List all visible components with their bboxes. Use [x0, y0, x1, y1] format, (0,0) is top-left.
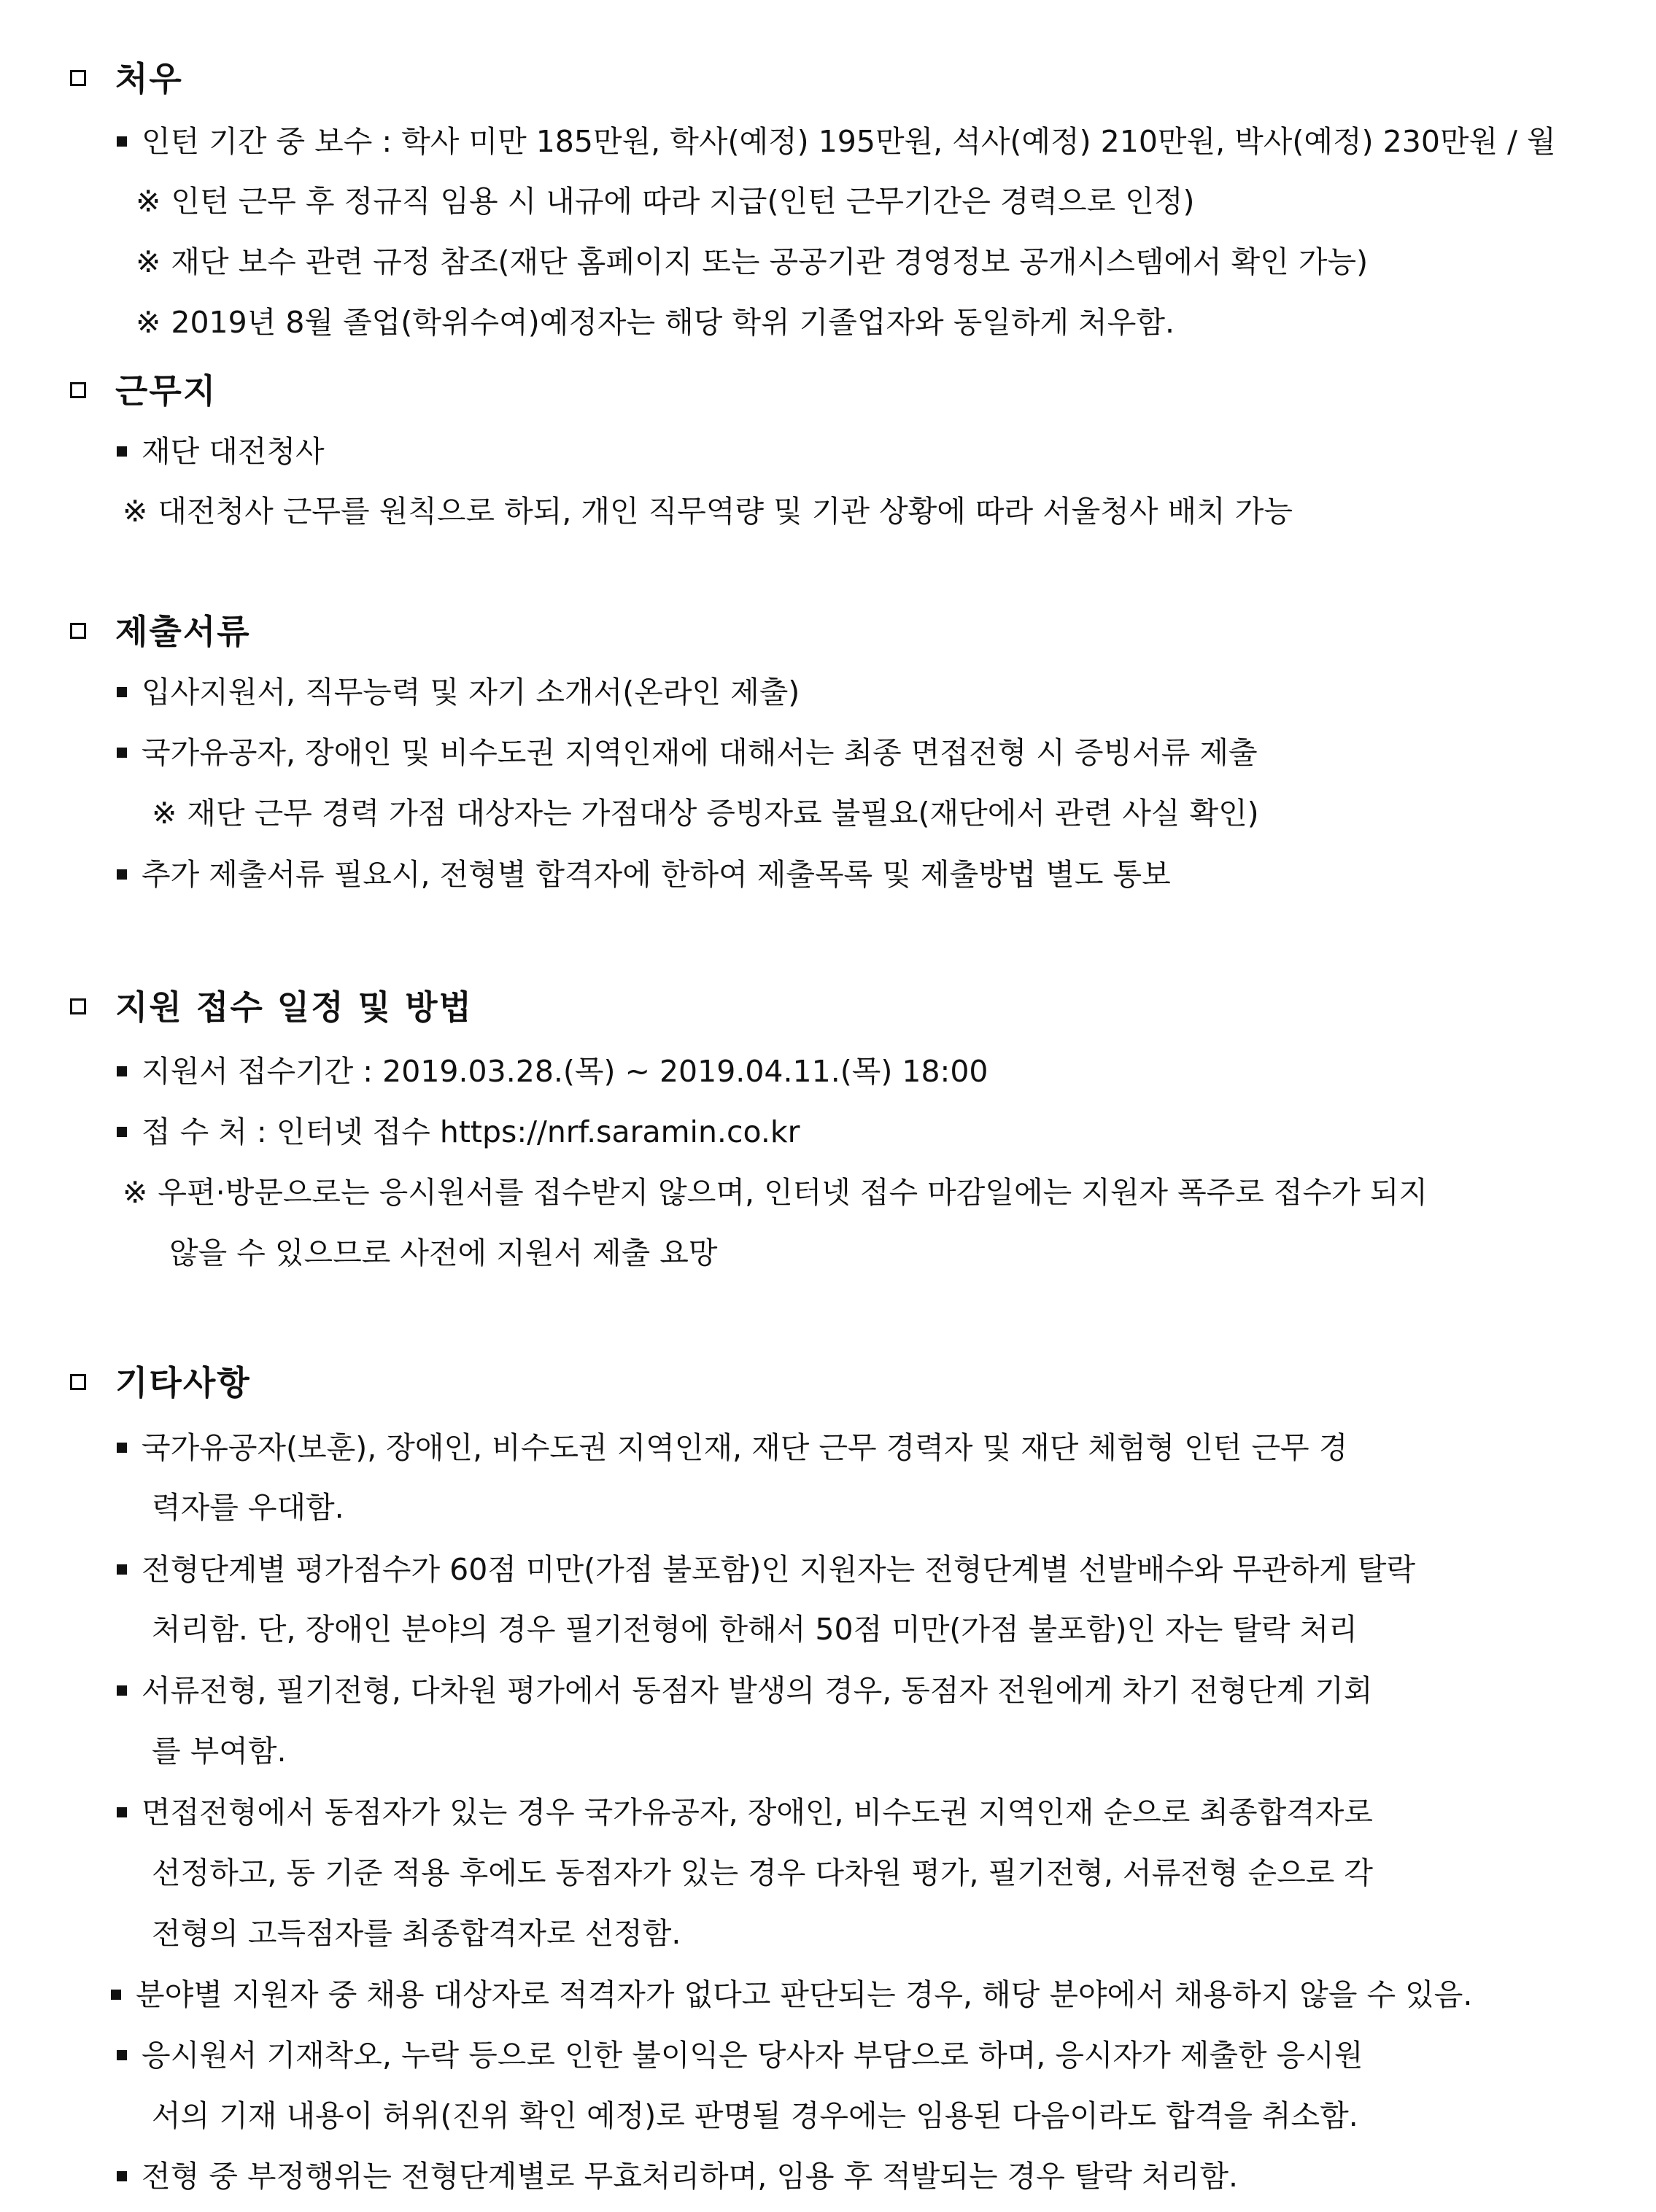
section-heading-documents — [70, 605, 251, 653]
list-item — [117, 432, 325, 471]
section-heading-etc — [70, 1357, 251, 1405]
note-item — [152, 793, 1259, 833]
list-item — [117, 1671, 1372, 1710]
square-bullet-icon — [117, 869, 127, 880]
list-item — [117, 1793, 1373, 1832]
list-item-text: 응시원서 기재착오, 누락 등으로 인한 불이익은 당사자 부담으로 하며, 응시자가 제출한 응시원 — [142, 2038, 1363, 2073]
note-text: 우편·방문으로는 응시원서를 접수받지 않으며, 인터넷 접수 마감일에는 지원자 폭주로 접수가 되지 — [158, 1175, 1428, 1210]
list-item-text: 전형 중 부정행위는 전형단계별로 무효처리하며, 임용 후 적발되는 경우 탈락 처리함. — [142, 2159, 1238, 2194]
list-item-text: 서류전형, 필기전형, 다차원 평가에서 동점자 발생의 경우, 동점자 전원에게 차기 전형단계 기회 — [142, 1673, 1373, 1708]
note-text: 재단 보수 관련 규정 참조(재단 홈페이지 또는 공공기관 경영정보 공개시스템에서 확인 가능) — [171, 244, 1369, 279]
list-item — [117, 1550, 1415, 1589]
square-bullet-icon — [117, 136, 127, 147]
checkbox-square-icon — [70, 382, 86, 398]
list-item-text: 접 수 처 : 인터넷 접수 https://nrf.saramin.co.kr — [142, 1114, 800, 1149]
list-item — [111, 1975, 1472, 2014]
list-item — [117, 1428, 1347, 1467]
list-item-text-continued: 처리함. 단, 장애인 분야의 경우 필기전형에 한해서 50점 미만(가점 불포함)인 자는 탈락 처리 — [152, 1612, 1358, 1647]
reference-mark-icon: ※ — [123, 1175, 148, 1210]
section-title: 기타사항 — [115, 1363, 251, 1402]
reference-mark-icon: ※ — [136, 244, 161, 279]
square-bullet-icon — [117, 1066, 127, 1076]
section-title: 제출서류 — [115, 612, 251, 651]
checkbox-square-icon — [70, 70, 86, 86]
list-item-text: 국가유공자(보훈), 장애인, 비수도권 지역인재, 재단 근무 경력자 및 재단 체험형 인턴 근무 경 — [142, 1430, 1348, 1465]
reference-mark-icon: ※ — [123, 494, 148, 529]
square-bullet-icon — [117, 2171, 127, 2181]
list-item — [117, 672, 800, 712]
list-item-text: 입사지원서, 직무능력 및 자기 소개서(온라인 제출) — [142, 675, 800, 710]
section-title: 근무지 — [115, 371, 217, 411]
square-bullet-icon — [117, 1685, 127, 1696]
list-item — [117, 122, 1556, 161]
note-item — [123, 492, 1293, 531]
reference-mark-icon: ※ — [136, 184, 161, 219]
checkbox-square-icon — [70, 623, 86, 639]
list-item — [117, 733, 1258, 772]
checkbox-square-icon — [70, 1374, 86, 1390]
list-item-text-continued: 서의 기재 내용이 허위(진위 확인 예정)로 판명될 경우에는 임용된 다음이라도 합격을 취소함. — [152, 2098, 1358, 2133]
square-bullet-icon — [117, 2050, 127, 2060]
checkbox-square-icon — [70, 998, 86, 1014]
list-item — [117, 855, 1171, 894]
section-heading-treatment — [70, 53, 183, 101]
list-item — [117, 1112, 800, 1152]
list-item-text: 전형단계별 평가점수가 60점 미만(가점 불포함)인 지원자는 전형단계별 선발배수와 무관하게 탈락 — [142, 1552, 1416, 1587]
square-bullet-icon — [117, 1564, 127, 1575]
square-bullet-icon — [117, 1807, 127, 1817]
note-text: 대전청사 근무를 원칙으로 하되, 개인 직무역량 및 기관 상황에 따라 서울청사 배치 가능 — [158, 494, 1293, 529]
square-bullet-icon — [117, 1127, 127, 1137]
reference-mark-icon: ※ — [152, 796, 177, 831]
list-item-text-continued: 선정하고, 동 기준 적용 후에도 동점자가 있는 경우 다차원 평가, 필기전형, 서류전형 순으로 각 — [152, 1855, 1373, 1890]
square-bullet-icon — [117, 1443, 127, 1453]
note-text: 재단 근무 경력 가점 대상자는 가점대상 증빙자료 불필요(재단에서 관련 사실 확인) — [187, 796, 1259, 831]
note-item — [136, 303, 1175, 342]
list-item — [117, 1052, 988, 1091]
note-item — [123, 1173, 1428, 1212]
section-title: 지원 접수 일정 및 방법 — [115, 987, 473, 1027]
square-bullet-icon — [117, 446, 127, 457]
note-text: 인턴 근무 후 정규직 임용 시 내규에 따라 지급(인턴 근무기간은 경력으로 인정) — [171, 184, 1195, 219]
list-item-text: 재단 대전청사 — [142, 434, 325, 469]
list-item-text: 분야별 지원자 중 채용 대상자로 적격자가 없다고 판단되는 경우, 해당 분야에서 채용하지 않을 수 있음. — [136, 1977, 1473, 2012]
list-item-text-continued: 력자를 우대함. — [152, 1490, 344, 1525]
reference-mark-icon: ※ — [136, 305, 161, 340]
list-item-text: 면접전형에서 동점자가 있는 경우 국가유공자, 장애인, 비수도권 지역인재 순으로 최종합격자로 — [142, 1795, 1373, 1830]
note-item — [136, 242, 1368, 282]
list-item-text: 인턴 기간 중 보수 : 학사 미만 185만원, 학사(예정) 195만원, 석사(예정) 210만원, 박사(예정) 230만원 / 월 — [142, 124, 1556, 159]
list-item-text-continued: 를 부여함. — [152, 1734, 287, 1769]
list-item-text: 국가유공자, 장애인 및 비수도권 지역인재에 대해서는 최종 면접전형 시 증빙서류 제출 — [142, 735, 1258, 770]
list-item — [117, 2036, 1363, 2075]
list-item-text: 지원서 접수기간 : 2019.03.28.(목) ~ 2019.04.11.(목) 18:00 — [142, 1054, 988, 1089]
square-bullet-icon — [111, 1990, 121, 2000]
list-item-text: 추가 제출서류 필요시, 전형별 합격자에 한하여 제출목록 및 제출방법 별도 통보 — [142, 857, 1171, 892]
section-title: 처우 — [115, 59, 183, 98]
square-bullet-icon — [117, 748, 127, 758]
note-item — [136, 182, 1195, 221]
note-text: 2019년 8월 졸업(학위수여)예정자는 해당 학위 기졸업자와 동일하게 처우함. — [171, 305, 1175, 340]
section-heading-application — [70, 981, 473, 1029]
note-text-continued: 않을 수 있으므로 사전에 지원서 제출 요망 — [169, 1235, 718, 1270]
list-item-text-continued: 전형의 고득점자를 최종합격자로 선정함. — [152, 1916, 681, 1951]
square-bullet-icon — [117, 687, 127, 697]
section-heading-workplace — [70, 365, 217, 413]
list-item — [117, 2157, 1238, 2196]
